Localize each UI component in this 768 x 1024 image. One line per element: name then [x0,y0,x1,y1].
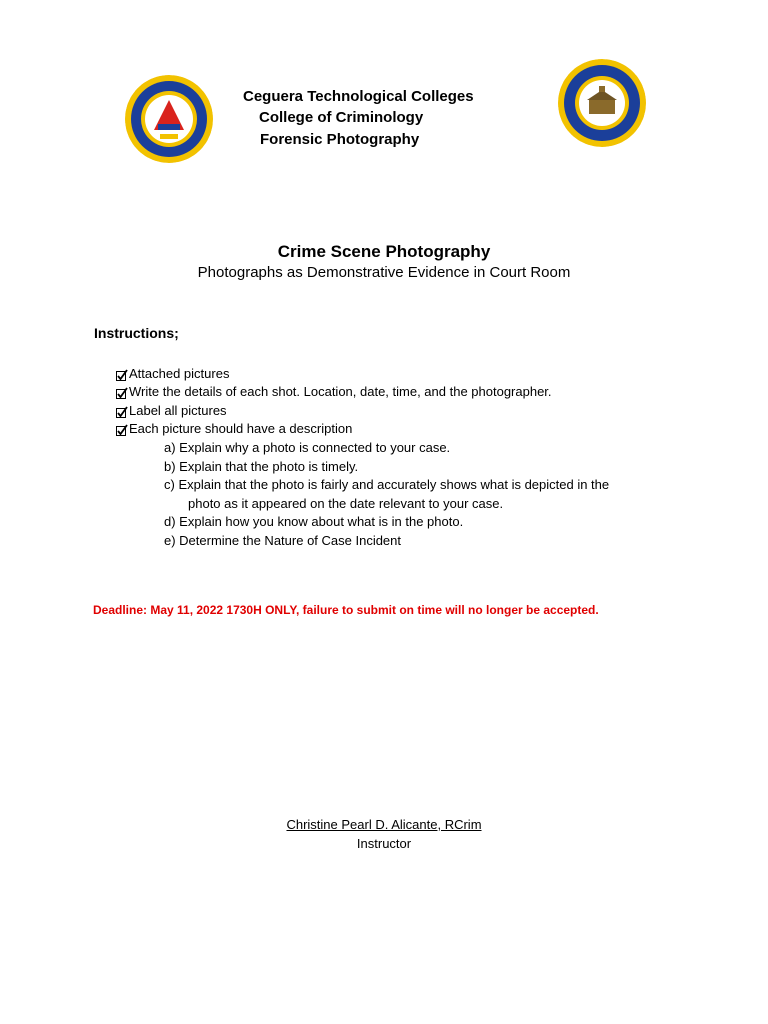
list-item [116,365,229,383]
criminology-seal-icon [555,56,649,150]
sub-item: c) Explain that the photo is fairly and accurately shows what is depicted in the [164,477,610,492]
list-item-label: Label all pictures [129,403,227,418]
deadline-notice: Deadline: May 11, 2022 1730H ONLY, failure to submit on time will no longer be accepted. [93,603,599,617]
sub-item: d) Explain how you know about what is in the photo. [164,514,464,529]
list-item-label: Attached pictures [129,366,230,381]
college-seal-icon [122,72,216,166]
instructor-role: Instructor [356,836,412,851]
course-name: Forensic Photography [260,131,420,148]
checkbox-checked-icon [116,423,128,435]
list-item [116,402,227,420]
document-subtitle: Photographs as Demonstrative Evidence in Court Room [197,264,571,281]
instructions-heading: Instructions; [94,325,179,341]
instructor-name [0,817,768,832]
department-name: College of Criminology [259,109,424,126]
checkbox-checked-icon [116,368,128,380]
list-item [116,383,552,401]
checkbox-checked-icon [116,386,128,398]
instructor-name-text: Christine Pearl D. Alicante, RCrim [286,817,482,832]
college-name: Ceguera Technological Colleges [243,88,474,105]
document-title: Crime Scene Photography [277,242,491,261]
checkbox-checked-icon [116,405,128,417]
list-item-label: Each picture should have a description [129,421,353,436]
sub-item-continuation: photo as it appeared on the date relevant to your case. [188,496,504,511]
sub-item: b) Explain that the photo is timely. [164,459,359,474]
list-item-label: Write the details of each shot. Location, date, time, and the photographer. [129,384,552,399]
list-item [116,420,352,438]
sub-item: e) Determine the Nature of Case Incident [164,533,402,548]
sub-item: a) Explain why a photo is connected to your case. [164,440,451,455]
